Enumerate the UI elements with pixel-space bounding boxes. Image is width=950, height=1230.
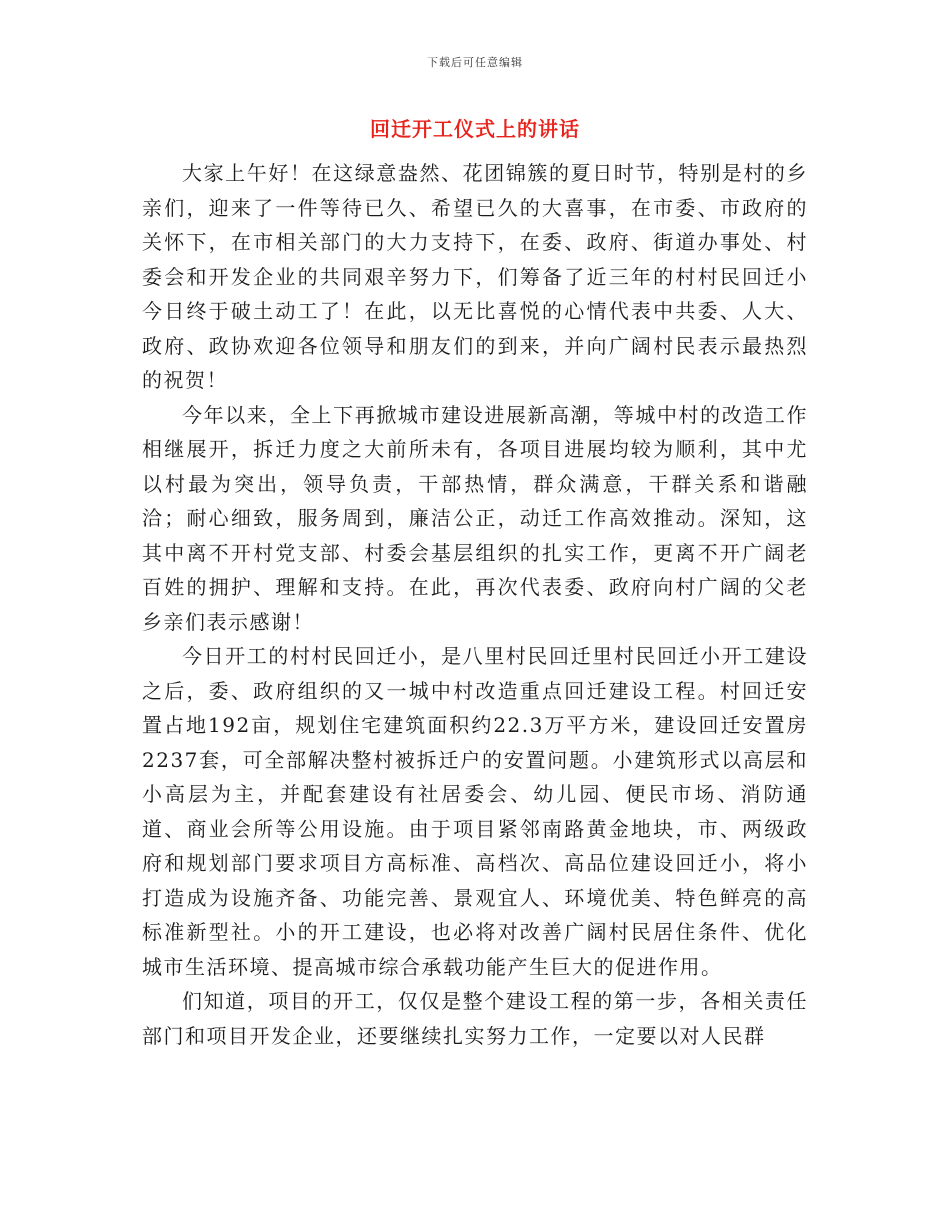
document-title: 回迁开工仪式上的讲话 [370,117,580,141]
paragraph-3: 今日开工的村村民回迁小，是八里村民回迁里村民回迁小开工建设之后，委、政府组织的又一城中村改造重点回迁建设工程。村回迁安置占地192亩，规划住宅建筑面积约22.3万平方米，建设回迁安置房2237套，可全部解决整村被拆迁户的安置问题。小建筑形式以高层和小高层为主，并配套建设有社居委会、幼儿园、便民市场、消防通道、商业会所等公用设施。由于项目紧邻南路黄金地块，市、两级政府和规划部门要求项目方高标准、高档次、高品位建设回迁小，将小打造成为设施齐备、功能完善、景观宜人、环境优美、特色鲜亮的高标准新型社。小的开工建设，也必将对改善广阔村民居住条件、优化城市生活环境、提高城市综合承载功能产生巨大的促进作用。 [142,644,808,979]
paragraph-2: 今年以来，全上下再掀城市建设进展新高潮，等城中村的改造工作相继展开，拆迁力度之大前所未有，各项目进展均较为顺利，其中尤以村最为突出，领导负责，干部热情，群众满意，干群关系和谐融洽；耐心细致，服务周到，廉洁公正，动迁工作高效推动。深知，这其中离不开村党支部、村委会基层组织的扎实工作，更离不开广阔老百姓的拥护、理解和支持。在此，再次代表委、政府向村广阔的父老乡亲们表示感谢！ [142,402,808,634]
document-body [142,156,808,1053]
paragraph-1: 大家上午好！在这绿意盎然、花团锦簇的夏日时节，特别是村的乡亲们，迎来了一件等待已久、希望已久的大喜事，在市委、市政府的关怀下，在市相关部门的大力支持下，在委、政府、街道办事处、村委会和开发企业的共同艰辛努力下，们筹备了近三年的村村民回迁小今日终于破土动工了！在此，以无比喜悦的心情代表中共委、人大、政府、政协欢迎各位领导和朋友们的到来，并向广阔村民表示最热烈的祝贺！ [142,161,808,392]
header-note: 下载后可任意编辑 [427,56,523,69]
paragraph-4: 们知道，项目的开工，仅仅是整个建设工程的第一步，各相关责任部门和项目开发企业，还要继续扎实努力工作，一定要以对人民群 [142,989,808,1048]
